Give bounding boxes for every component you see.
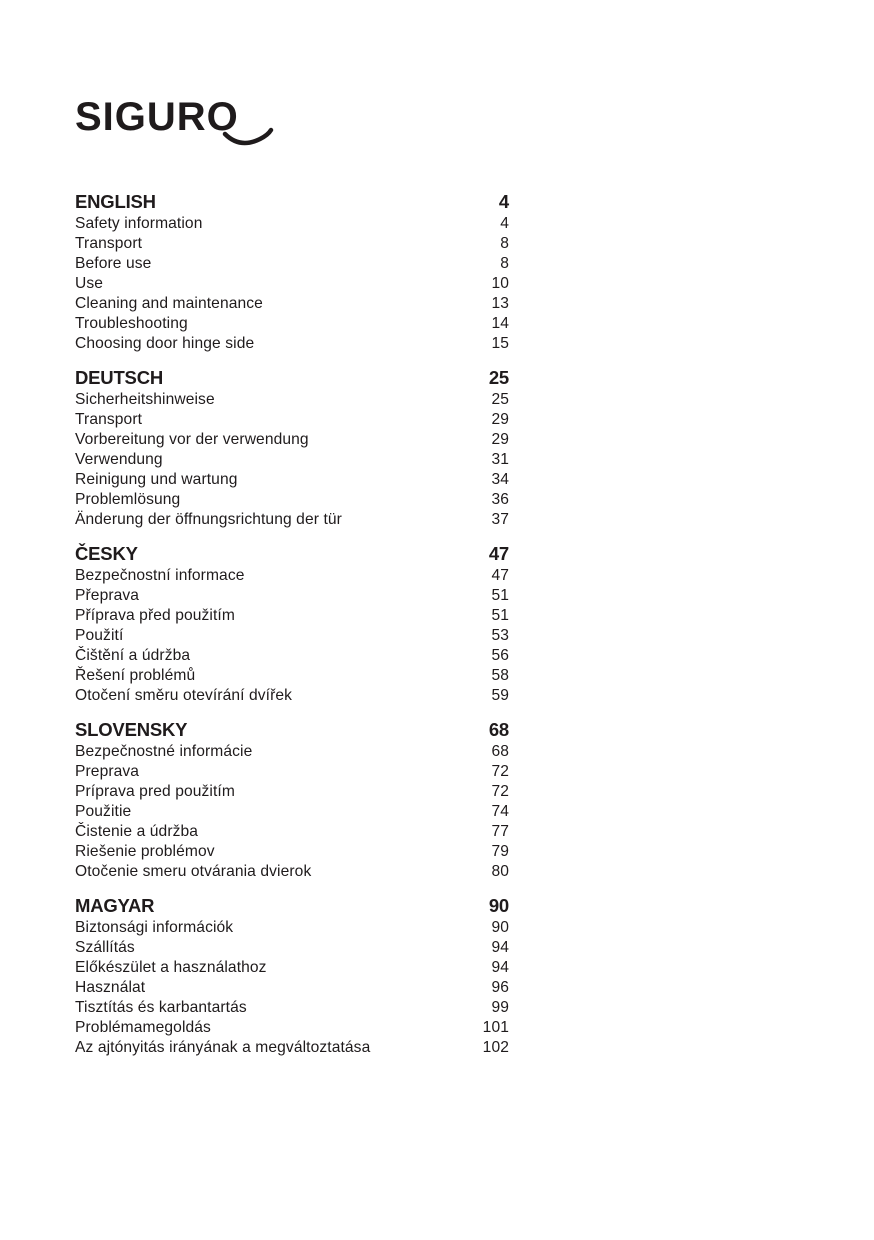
toc-entry[interactable] [75, 586, 509, 606]
toc-entry[interactable] [75, 254, 509, 274]
toc-entry-page: 56 [491, 647, 509, 664]
logo-wordmark: SIGURO [75, 95, 239, 139]
toc-entry[interactable] [75, 958, 509, 978]
toc-entry-label: Vorbereitung vor der verwendung [75, 431, 309, 448]
toc-entry[interactable] [75, 606, 509, 626]
toc-entry[interactable] [75, 626, 509, 646]
toc-entry-page: 14 [491, 315, 509, 332]
toc-entry[interactable] [75, 450, 509, 470]
toc-entry-page: 74 [491, 803, 509, 820]
toc-entry-page: 80 [491, 863, 509, 880]
toc-entry-label: Preprava [75, 763, 140, 780]
toc-entry-label: Előkészület a használathoz [75, 959, 267, 976]
toc-entry[interactable] [75, 566, 509, 586]
toc-entry-label: Használat [75, 979, 146, 996]
toc-entry[interactable] [75, 842, 509, 862]
toc-entry[interactable] [75, 334, 509, 354]
toc-entry-label: Transport [75, 235, 143, 252]
toc-entry[interactable] [75, 998, 509, 1018]
toc-entry-label: Use [75, 275, 104, 292]
toc-entry[interactable] [75, 510, 509, 530]
toc-section-heading[interactable] [75, 718, 509, 742]
toc-entry-page: 51 [491, 607, 509, 624]
section-title: DEUTSCH [75, 367, 164, 388]
toc-entry-label: Choosing door hinge side [75, 335, 255, 352]
toc-entry-label: Přeprava [75, 587, 140, 604]
toc-entry-page: 77 [491, 823, 509, 840]
toc-entry[interactable] [75, 782, 509, 802]
toc-entry-page: 29 [491, 431, 509, 448]
toc-entry-page: 25 [491, 391, 509, 408]
toc-entry-page: 36 [491, 491, 509, 508]
toc-entry-label: Sicherheitshinweise [75, 391, 215, 408]
toc-entry-label: Safety information [75, 215, 203, 232]
toc-entry[interactable] [75, 918, 509, 938]
toc-entry-label: Cleaning and maintenance [75, 295, 263, 312]
table-of-contents [75, 190, 509, 1070]
toc-entry-page: 90 [491, 919, 509, 936]
toc-entry-label: Troubleshooting [75, 315, 188, 332]
toc-entry-page: 10 [491, 275, 509, 292]
toc-entry-label: Szállítás [75, 939, 135, 956]
toc-entry-label: Príprava pred použitím [75, 783, 235, 800]
toc-entry-label: Čištění a údržba [75, 647, 191, 664]
section-page-number: 4 [498, 191, 509, 212]
section-page-number: 25 [488, 367, 509, 388]
toc-entry-label: Before use [75, 255, 152, 272]
section-title: MAGYAR [75, 895, 155, 916]
toc-entry-page: 72 [491, 783, 509, 800]
toc-entry[interactable] [75, 214, 509, 234]
toc-section-heading[interactable] [75, 190, 509, 214]
toc-entry[interactable] [75, 314, 509, 334]
toc-entry-label: Použití [75, 627, 124, 644]
toc-entry-page: 96 [491, 979, 509, 996]
toc-entry-page: 79 [491, 843, 509, 860]
toc-entry-page: 102 [482, 1039, 509, 1056]
toc-entry[interactable] [75, 646, 509, 666]
toc-entry-label: Tisztítás és karbantartás [75, 999, 247, 1016]
toc-entry-page: 53 [491, 627, 509, 644]
toc-entry-page: 58 [491, 667, 509, 684]
toc-entry-label: Az ajtónyitás irányának a megváltoztatása [75, 1039, 371, 1056]
toc-section-heading[interactable] [75, 542, 509, 566]
toc-entry[interactable] [75, 470, 509, 490]
toc-entry-label: Příprava před použitím [75, 607, 235, 624]
toc-section [75, 366, 509, 530]
toc-entry[interactable] [75, 410, 509, 430]
toc-entry-label: Použitie [75, 803, 132, 820]
toc-section-heading[interactable] [75, 366, 509, 390]
toc-entry[interactable] [75, 742, 509, 762]
toc-entry-page: 47 [491, 567, 509, 584]
toc-entry-label: Bezpečnostné informácie [75, 743, 253, 760]
toc-entry[interactable] [75, 802, 509, 822]
toc-entry[interactable] [75, 666, 509, 686]
toc-entry-label: Biztonsági információk [75, 919, 234, 936]
toc-entry[interactable] [75, 430, 509, 450]
toc-entry[interactable] [75, 862, 509, 882]
toc-entry[interactable] [75, 490, 509, 510]
toc-entry-label: Řešení problémů [75, 667, 196, 684]
section-page-number: 68 [488, 719, 509, 740]
toc-entry-page: 29 [491, 411, 509, 428]
toc-entry-page: 8 [500, 255, 509, 272]
toc-entry-label: Verwendung [75, 451, 163, 468]
toc-entry[interactable] [75, 938, 509, 958]
toc-entry-label: Otočenie smeru otvárania dvierok [75, 863, 312, 880]
toc-section [75, 718, 509, 882]
toc-entry-page: 94 [491, 959, 509, 976]
toc-entry[interactable] [75, 686, 509, 706]
toc-entry-label: Otočení směru otevírání dvířek [75, 687, 293, 704]
section-title: SLOVENSKY [75, 719, 188, 740]
toc-entry-page: 15 [491, 335, 509, 352]
toc-entry[interactable] [75, 1018, 509, 1038]
toc-entry[interactable] [75, 1038, 509, 1058]
toc-entry-page: 101 [482, 1019, 509, 1036]
toc-entry-label: Problemlösung [75, 491, 181, 508]
toc-entry-label: Čistenie a údržba [75, 823, 199, 840]
toc-section-heading[interactable] [75, 894, 509, 918]
toc-entry-page: 31 [491, 451, 509, 468]
toc-entry-label: Problémamegoldás [75, 1019, 211, 1036]
section-page-number: 47 [488, 543, 509, 564]
toc-entry-page: 8 [500, 235, 509, 252]
toc-entry[interactable] [75, 294, 509, 314]
toc-entry[interactable] [75, 762, 509, 782]
brand-logo [75, 94, 275, 146]
toc-entry[interactable] [75, 978, 509, 998]
toc-entry-page: 99 [491, 999, 509, 1016]
section-page-number: 90 [488, 895, 509, 916]
toc-entry[interactable] [75, 274, 509, 294]
section-title: ENGLISH [75, 191, 156, 212]
toc-entry-page: 34 [491, 471, 509, 488]
siguro-logo-icon [75, 94, 275, 146]
toc-section [75, 542, 509, 706]
toc-entry-page: 68 [491, 743, 509, 760]
toc-entry[interactable] [75, 234, 509, 254]
section-title: ČESKY [75, 543, 138, 564]
toc-entry-label: Transport [75, 411, 143, 428]
toc-entry-label: Änderung der öffnungsrichtung der tür [75, 511, 342, 528]
toc-entry-page: 72 [491, 763, 509, 780]
toc-entry[interactable] [75, 390, 509, 410]
toc-entry-page: 4 [500, 215, 509, 232]
toc-section [75, 190, 509, 354]
toc-entry-label: Bezpečnostní informace [75, 567, 245, 584]
toc-entry-label: Reinigung und wartung [75, 471, 238, 488]
toc-entry-page: 13 [491, 295, 509, 312]
toc-entry-page: 94 [491, 939, 509, 956]
toc-entry-page: 51 [491, 587, 509, 604]
toc-entry-label: Riešenie problémov [75, 843, 215, 860]
toc-section [75, 894, 509, 1058]
toc-entry-page: 59 [491, 687, 509, 704]
toc-entry-page: 37 [491, 511, 509, 528]
toc-entry[interactable] [75, 822, 509, 842]
